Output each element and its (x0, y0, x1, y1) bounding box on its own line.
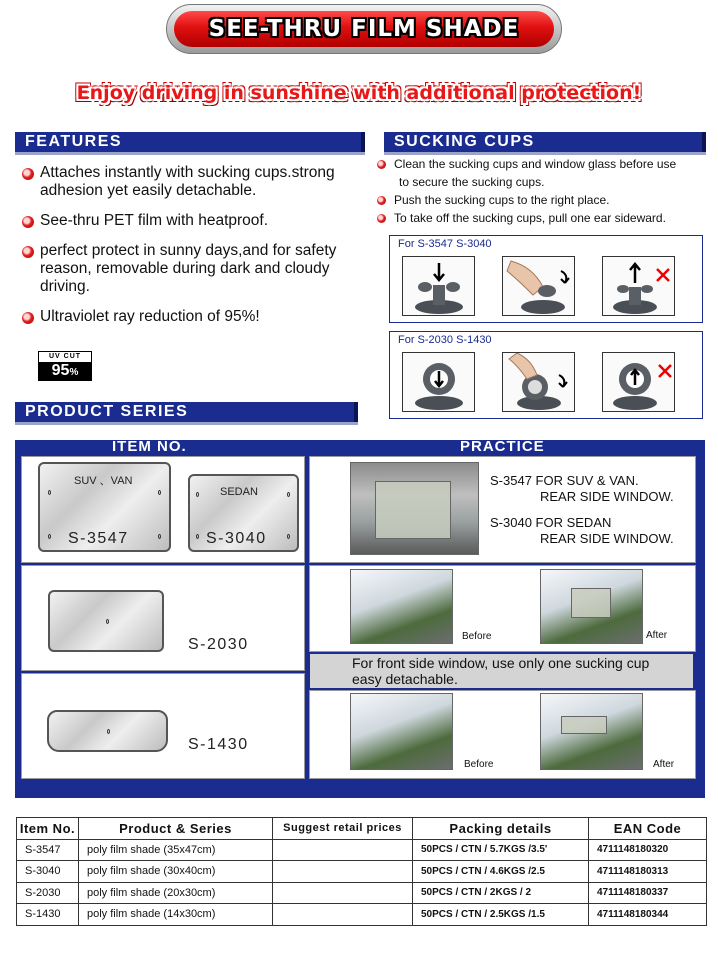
col-price: Suggest retail prices (273, 818, 413, 840)
tagline: Enjoy driving in sunshine with additional protection! (76, 82, 642, 104)
table-row (17, 904, 707, 926)
item-cell-s2030 (21, 565, 305, 671)
cup-panel-label: For S-2030 S-1430 (398, 334, 492, 346)
feature-text: See-thru PET film with heatproof. (40, 212, 269, 229)
cell-item: S-2030 (17, 882, 79, 904)
practice-cell-rear (309, 456, 696, 563)
after-photo (540, 693, 643, 770)
cup-instruction: Push the sucking cups to the right place. (377, 192, 712, 208)
shade-suv-van (38, 462, 171, 552)
practice-text: REAR SIDE WINDOW. (540, 531, 674, 546)
feature-item (22, 212, 362, 230)
table-row (17, 882, 707, 904)
item-no-heading: ITEM NO. (112, 438, 187, 455)
cell-packing: 50PCS / CTN / 4.6KGS /2.5 (413, 861, 589, 883)
cell-packing: 50PCS / CTN / 5.7KGS /3.5' (413, 839, 589, 861)
front-window-note (310, 654, 693, 688)
cell-item: S-3040 (17, 861, 79, 883)
uv-cut-value: 95% (39, 362, 91, 380)
rear-window-photo (350, 462, 479, 555)
cell-ean: 4711148180313 (589, 861, 707, 883)
col-product: Product & Series (79, 818, 273, 840)
before-caption: Before (464, 759, 494, 770)
col-ean: EAN Code (589, 818, 707, 840)
cell-price (273, 861, 413, 883)
cell-packing: 50PCS / CTN / 2.5KGS /1.5 (413, 904, 589, 926)
cup-push-icon (402, 256, 475, 316)
bullet-icon (22, 312, 34, 324)
bullet-icon (22, 216, 34, 228)
shade-s2030 (48, 590, 164, 652)
bullet-icon (377, 214, 386, 223)
shade-code: S-3040 (206, 530, 267, 547)
cup-panel-small (389, 331, 703, 419)
bullet-icon (22, 168, 34, 180)
feature-text: Ultraviolet ray reduction of 95%! (40, 308, 260, 325)
cup-pull-icon (602, 256, 675, 316)
cell-price (273, 882, 413, 904)
cell-product: poly film shade (20x30cm) (79, 882, 273, 904)
shade-s1430 (47, 710, 168, 752)
title-banner (166, 4, 562, 54)
shade-code: S-1430 (188, 736, 249, 753)
spec-table (16, 817, 707, 926)
table-row (17, 861, 707, 883)
cup-instruction: To take off the sucking cups, pull one ear sideward. (377, 210, 712, 226)
shade-type-label: SEDAN (220, 486, 258, 498)
practice-heading: PRACTICE (460, 438, 545, 455)
cell-packing: 50PCS / CTN / 2KGS / 2 (413, 882, 589, 904)
film-shade-image (561, 716, 607, 734)
before-photo (350, 693, 453, 770)
film-shade-image (571, 588, 611, 618)
cell-ean: 4711148180320 (589, 839, 707, 861)
cup-pull-icon (602, 352, 675, 412)
before-photo (350, 569, 453, 644)
shade-code: S-3547 (68, 530, 129, 547)
bullet-icon (22, 246, 34, 258)
cell-product: poly film shade (30x40cm) (79, 861, 273, 883)
after-caption: After (646, 630, 668, 641)
after-photo (540, 569, 643, 644)
sucking-cups-heading: SUCKING CUPS (384, 132, 706, 152)
feature-text: Attaches instantly with sucking cups.strong adhesion yet easily detachable. (40, 164, 335, 199)
table-row (17, 839, 707, 861)
cup-panel-label: For S-3547 S-3040 (398, 238, 492, 250)
shade-sedan (188, 474, 299, 552)
cell-ean: 4711148180344 (589, 904, 707, 926)
practice-text: REAR SIDE WINDOW. (540, 489, 674, 504)
sucking-cups-list (377, 156, 712, 228)
table-header-row (17, 818, 707, 840)
bullet-icon (377, 160, 386, 169)
features-list (22, 164, 362, 338)
uv-cut-label: UV CUT (39, 352, 91, 362)
title-banner-inner (174, 11, 554, 47)
practice-text: S-3547 FOR SUV & VAN. (490, 473, 639, 488)
cell-item: S-1430 (17, 904, 79, 926)
cell-item: S-3547 (17, 839, 79, 861)
cup-panel-large (389, 235, 703, 323)
cell-price (273, 839, 413, 861)
uv-cut-badge (38, 351, 92, 381)
after-caption: After (653, 759, 675, 770)
note-text: For front side window, use only one sucking cup (352, 655, 650, 671)
cell-product: poly film shade (35x47cm) (79, 839, 273, 861)
product-series-heading: PRODUCT SERIES (15, 402, 358, 422)
film-shade-image (375, 481, 451, 539)
cell-price (273, 904, 413, 926)
cup-twist-icon (502, 256, 575, 316)
col-packing: Packing details (413, 818, 589, 840)
cell-ean: 4711148180337 (589, 882, 707, 904)
cup-push-icon (402, 352, 475, 412)
practice-cell-s2030 (309, 565, 696, 652)
cup-twist-icon (502, 352, 575, 412)
feature-item (22, 242, 362, 296)
shade-type-label: SUV 、VAN (74, 475, 133, 487)
cell-product: poly film shade (14x30cm) (79, 904, 273, 926)
practice-text: S-3040 FOR SEDAN (490, 515, 612, 530)
col-item-no: Item No. (17, 818, 79, 840)
feature-item (22, 164, 362, 200)
item-cell-s3547-s3040 (21, 456, 305, 563)
item-cell-s1430 (21, 673, 305, 779)
page-title: SEE-THRU FILM SHADE (208, 16, 520, 42)
cup-instruction: Clean the sucking cups and window glass before use (377, 156, 712, 172)
shade-code: S-2030 (188, 636, 249, 653)
feature-item (22, 308, 362, 326)
practice-cell-s1430 (309, 690, 696, 779)
cup-instruction: to secure the sucking cups. (399, 175, 545, 189)
bullet-icon (377, 196, 386, 205)
note-text: easy detachable. (352, 671, 458, 687)
features-heading: FEATURES (15, 132, 365, 152)
before-caption: Before (462, 631, 492, 642)
feature-text: perfect protect in sunny days,and for safety reason, removable during dark and cloudy driving. (40, 242, 337, 295)
